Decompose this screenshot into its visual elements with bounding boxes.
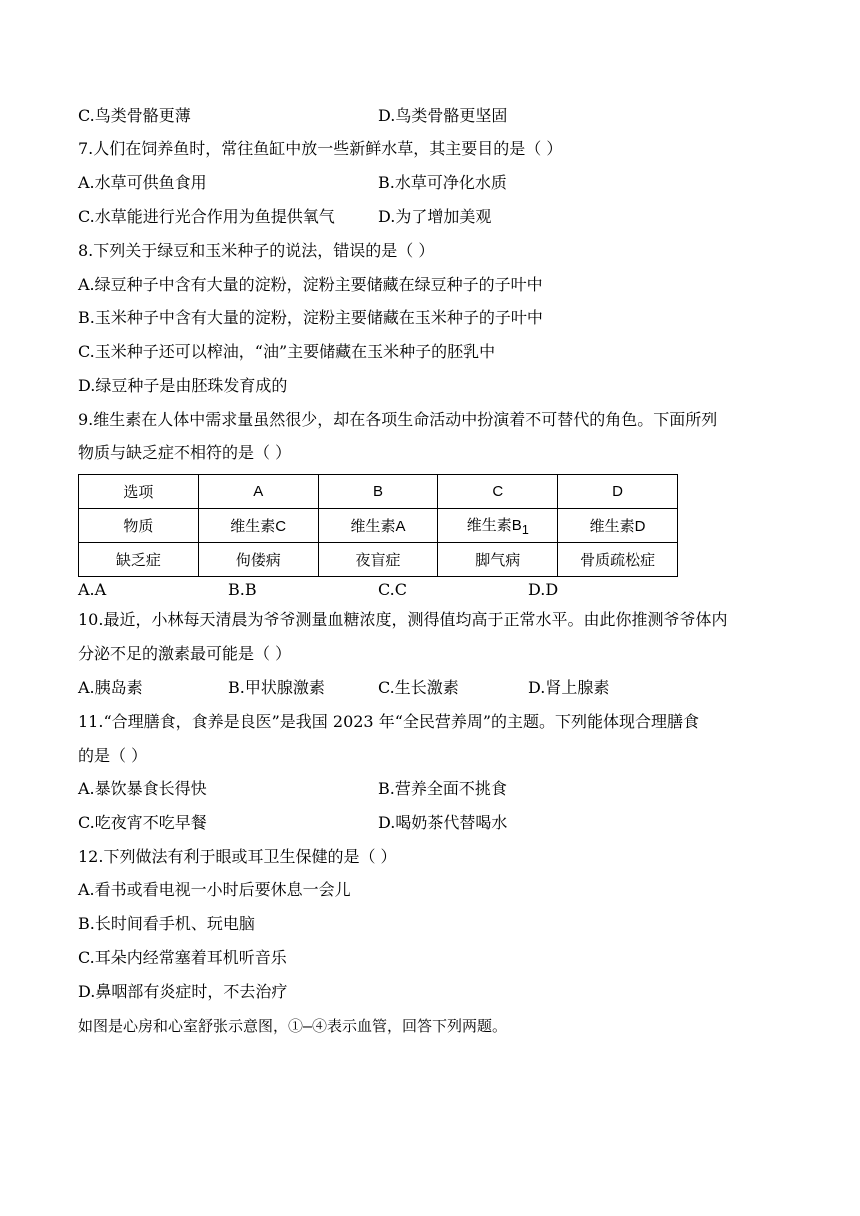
q7-stem: 7.人们在饲养鱼时，常往鱼缸中放一些新鲜水草，其主要目的是（ ） [78,139,563,158]
q10-option-a: A.胰岛素 [78,678,143,697]
q10-option-b: B.甲状腺激素 [228,678,325,697]
table-cell: 维生素D [558,509,678,543]
table-row-header [79,475,678,509]
q10-option-c: C.生长激素 [378,678,459,697]
q8-option-d: D.绿豆种子是由胚珠发育成的 [78,376,288,395]
q12-option-a: A.看书或看电视一小时后要休息一会儿 [78,880,351,899]
table-cell: 维生素A [318,509,438,543]
q7-option-b: B.水草可净化水质 [378,173,507,192]
table-cell: C [438,475,558,509]
table-cell: 骨质疏松症 [558,543,678,577]
table-cell: D [558,475,678,509]
table-cell: 缺乏症 [79,543,199,577]
table-cell: 物质 [79,509,199,543]
q11-option-b: B.营养全面不挑食 [378,779,507,798]
q11-option-a: A.暴饮暴食长得快 [78,779,207,798]
q12-stem: 12.下列做法有利于眼或耳卫生保健的是（ ） [78,847,397,866]
q8-option-a: A.绿豆种子中含有大量的淀粉，淀粉主要储藏在绿豆种子的子叶中 [78,275,543,294]
q6-option-d: D.鸟类骨骼更坚固 [378,106,508,125]
table-cell [438,509,558,543]
q6-option-c: C.鸟类骨骼更薄 [78,106,191,125]
q7-option-c: C.水草能进行光合作用为鱼提供氧气 [78,207,335,226]
table-cell: B [318,475,438,509]
q11-stem-line2: 的是（ ） [78,746,148,765]
q8-stem: 8.下列关于绿豆和玉米种子的说法，错误的是（ ） [78,241,435,260]
q9-stem-line1: 9.维生素在人体中需求量虽然很少，却在各项生命活动中扮演着不可替代的角色。下面所列 [78,410,718,429]
table-row-disease [79,543,678,577]
q8-option-b: B.玉米种子中含有大量的淀粉，淀粉主要储藏在玉米种子的子叶中 [78,308,543,327]
q9-option-a: A.A [78,580,107,599]
q7-option-a: A.水草可供鱼食用 [78,173,207,192]
diagram-instruction: 如图是心房和心室舒张示意图，①—④表示血管，回答下列两题。 [78,1017,508,1035]
q12-option-b: B.长时间看手机、玩电脑 [78,914,255,933]
vitamin-b-text: 维生素B [466,517,522,534]
q11-option-d: D.喝奶茶代替喝水 [378,813,508,832]
q12-option-c: C.耳朵内经常塞着耳机听音乐 [78,948,287,967]
q9-option-c: C.C [378,580,407,599]
table-cell: A [198,475,318,509]
q9-option-d: D.D [528,580,559,599]
q10-stem-line1: 10.最近，小林每天清晨为爷爷测量血糖浓度，测得值均高于正常水平。由此你推测爷爷体内 [78,610,728,629]
q8-option-c: C.玉米种子还可以榨油，“油”主要储藏在玉米种子的胚乳中 [78,342,496,361]
q11-stem-line1: 11.“合理膳食，食养是良医”是我国 2023 年“全民营养周”的主题。下列能体现合理膳食 [78,712,700,731]
q10-option-d: D.肾上腺素 [528,678,610,697]
table-cell: 佝偻病 [198,543,318,577]
table-cell: 选项 [79,475,199,509]
vitamin-table [78,474,678,577]
q12-option-d: D.鼻咽部有炎症时，不去治疗 [78,982,288,1001]
table-row-substance [79,509,678,543]
table-cell: 夜盲症 [318,543,438,577]
table-cell: 脚气病 [438,543,558,577]
q10-stem-line2: 分泌不足的激素最可能是（ ） [78,644,292,663]
table-cell: 维生素C [198,509,318,543]
q9-stem-line2: 物质与缺乏症不相符的是（ ） [78,443,292,462]
q9-option-b: B.B [228,580,257,599]
q7-option-d: D.为了增加美观 [378,207,492,226]
q11-option-c: C.吃夜宵不吃早餐 [78,813,207,832]
vitamin-b-subscript: 1 [521,523,529,537]
